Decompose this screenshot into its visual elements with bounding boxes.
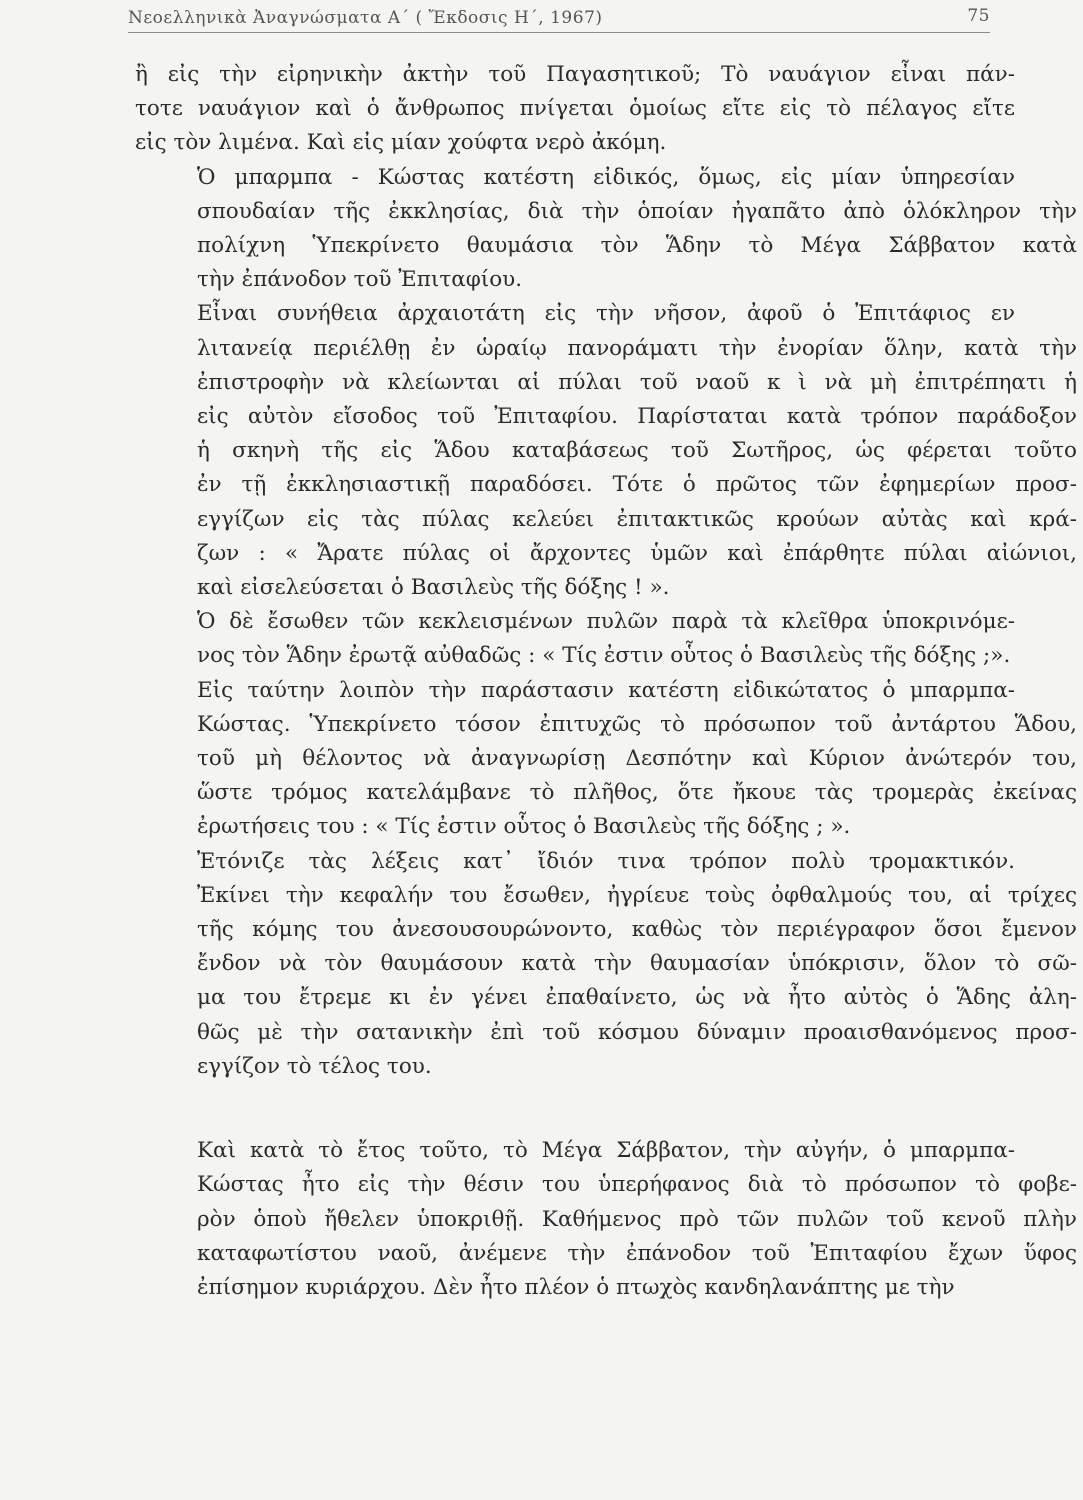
text-line: Ἐτόνιζε τὰς λέξεις κατ᾽ ἴδιόν τινα τρόπον πολὺ τρομακτικόν.: [197, 848, 1015, 874]
text-line: εἰς αὐτὸν εἴσοδος τοῦ Ἐπιταφίου. Παρίσταται κατὰ τρόπον παράδοξον: [197, 404, 1077, 430]
text-line: τὴν ἐπάνοδον τοῦ Ἐπιταφίου.: [197, 267, 523, 293]
book-title: Νεοελληνικὰ Ἀναγνώσματα Α΄ ( Ἔκδοσις Η΄, 1967): [128, 8, 603, 28]
text-line: μα του ἔτρεμε κι ἐν γένει ἐπαθαίνετο, ὡς νὰ ἦτο αὐτὸς ὁ Ἅδης ἀλη-: [197, 985, 1077, 1011]
text-line: ἢ εἰς τὴν εἰρηνικὴν ἀκτὴν τοῦ Παγασητικοῦ; Τὸ ναυάγιον εἶναι πάν-: [135, 62, 1015, 87]
text-line: καταφωτίστου ναοῦ, ἀνέμενε τὴν ἐπάνοδον τοῦ Ἐπιταφίου ἔχων ὕφος: [197, 1240, 1077, 1266]
text-line: ρὸν ὁποὺ ἤθελεν ὑποκριθῇ. Καθήμενος πρὸ τῶν πυλῶν τοῦ κενοῦ πλὴν: [197, 1206, 1077, 1232]
text-line: Ἐκίνει τὴν κεφαλήν του ἔσωθεν, ἠγρίευε τοὺς ὀφθαλμούς του, αἱ τρίχες: [197, 882, 1077, 908]
text-line: Εἰς ταύτην λοιπὸν τὴν παράστασιν κατέστη εἰδικώτατος ὁ μπαρμπα-: [197, 677, 1015, 703]
text-line: τοτε ναυάγιον καὶ ὁ ἄνθρωπος πνίγεται ὁμοίως εἴτε εἰς τὸ πέλαγος εἴτε: [135, 96, 1015, 122]
page-number: 75: [967, 6, 990, 26]
text-line: εγγίζον τὸ τέλος του.: [197, 1053, 432, 1079]
text-line: Ὁ μπαρμπα - Κώστας κατέστη εἰδικός, ὅμως, εἰς μίαν ὑπηρεσίαν: [197, 164, 1015, 190]
text-line: τῆς κόμης του ἀνεσουσουρώνοντο, καθὼς τὸν περιέγραφον ὅσοι ἔμενον: [197, 917, 1077, 943]
text-line: ἡ σκηνὴ τῆς εἰς Ἅδου καταβάσεως τοῦ Σωτῆρος, ὡς φέρεται τοῦτο: [197, 438, 1077, 464]
paragraph: [135, 297, 1077, 605]
text-line: ἐρωτήσεις του : « Τίς ἐστιν οὗτος ὁ Βασιλεὺς τῆς δόξης ; ».: [197, 814, 851, 840]
text-line: νος τὸν Ἅδην ἐρωτᾷ αὐθαδῶς : « Τίς ἐστιν οὗτος ὁ Βασιλεὺς τῆς δόξης ;».: [197, 643, 1011, 669]
text-line: ἔνδον νὰ τὸν θαυμάσουν κατὰ τὴν θαυμασίαν ὑπόκρισιν, ὅλον τὸ σῶ-: [197, 951, 1077, 977]
text-line: Εἶναι συνήθεια ἀρχαιοτάτη εἰς τὴν νῆσον, ἀφοῦ ὁ Ἐπιτάφιος εν: [197, 301, 1015, 327]
text-line: καὶ εἰσελεύσεται ὁ Βασιλεὺς τῆς δόξης ! ».: [197, 575, 670, 601]
text-line: λιτανείᾳ περιέλθῃ ἐν ὡραίῳ πανοράματι τὴν ἐνορίαν ὅλην, κατὰ τὴν: [197, 335, 1077, 361]
running-header: [128, 8, 990, 33]
text-line: ζων : « Ἄρατε πύλας οἱ ἄρχοντες ὑμῶν καὶ ἐπάρθητε πύλαι αἰώνιοι,: [197, 540, 1077, 566]
body-text: [135, 58, 1077, 1305]
text-line: τοῦ μὴ θέλοντος νὰ ἀναγνωρίσῃ Δεσπότην καὶ Κύριον ἀνώτερόν του,: [197, 746, 1077, 772]
text-line: εἰς τὸν λιμένα. Καὶ εἰς μίαν χούφτα νερὸ ἀκόμη.: [135, 130, 667, 156]
text-line: Ὁ δὲ ἔσωθεν τῶν κεκλεισμένων πυλῶν παρὰ τὰ κλεῖθρα ὑποκρινόμε-: [197, 609, 1015, 635]
paragraph: [135, 845, 1077, 1084]
text-line: θῶς μὲ τὴν σατανικὴν ἐπὶ τοῦ κόσμου δύναμιν προαισθανόμενος προσ-: [197, 1019, 1077, 1045]
text-line: Κώστας. Ὑπεκρίνετο τόσον ἐπιτυχῶς τὸ πρόσωπον τοῦ ἀντάρτου Ἅδου,: [197, 711, 1077, 737]
text-line: εγγίζων εἰς τὰς πύλας κελεύει ἐπιτακτικῶς κρούων αὐτὰς καὶ κρά-: [197, 506, 1077, 532]
text-line: πολίχνη Ὑπεκρίνετο θαυμάσια τὸν Ἅδην τὸ Μέγα Σάββατον κατὰ: [197, 233, 1077, 259]
paragraph: [135, 1134, 1077, 1305]
text-line: ὥστε τρόμος κατελάμβανε τὸ πλῆθος, ὅτε ἤκουε τὰς τρομερὰς ἐκείνας: [197, 780, 1077, 806]
text-line: ἐπίσημον κυριάρχου. Δὲν ἦτο πλέον ὁ πτωχὸς κανδηλανάπτης με τὴν: [197, 1274, 955, 1300]
section-break: [135, 1084, 1015, 1134]
paragraph: [135, 58, 1015, 161]
text-line: ἐπιστροφὴν νὰ κλείωνται αἱ πύλαι τοῦ ναοῦ κ ὶ νὰ μὴ ἐπιτρέπηατι ἡ: [197, 369, 1077, 395]
text-line: ἐν τῇ ἐκκλησιαστικῇ παραδόσει. Τότε ὁ πρῶτος τῶν ἐφημερίων προσ-: [197, 472, 1077, 498]
text-line: Καὶ κατὰ τὸ ἔτος τοῦτο, τὸ Μέγα Σάββατον, τὴν αὐγήν, ὁ μπαρμπα-: [197, 1138, 1015, 1164]
text-line: σπουδαίαν τῆς ἐκκλησίας, διὰ τὴν ὁποίαν ἠγαπᾶτο ἀπὸ ὁλόκληρον τὴν: [197, 198, 1077, 224]
paragraph: [135, 605, 1015, 673]
paragraph: [135, 674, 1077, 845]
paragraph: [135, 161, 1077, 298]
text-line: Κώστας ἦτο εἰς τὴν θέσιν του ὑπερήφανος διὰ τὸ πρόσωπον τὸ φοβε-: [197, 1172, 1077, 1198]
